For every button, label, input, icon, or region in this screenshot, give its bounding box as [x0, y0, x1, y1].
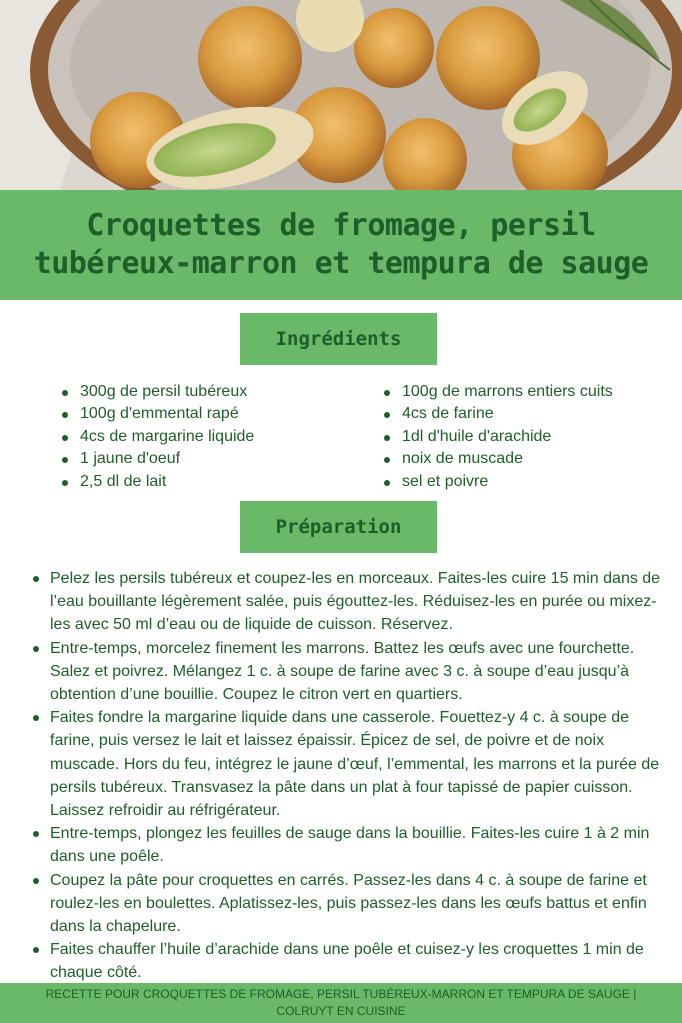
- list-item: 2,5 dl de lait: [61, 471, 254, 493]
- croquettes-photo-icon: [0, 0, 682, 190]
- preparation-steps: [32, 567, 662, 985]
- list-item: sel et poivre: [383, 471, 613, 493]
- list-item: 100g de marrons entiers cuits: [383, 381, 613, 403]
- list-item: 1 jaune d'oeuf: [61, 448, 254, 470]
- list-item: 4cs de farine: [383, 403, 613, 425]
- list-item: 100g d'emmental rapé: [61, 403, 254, 425]
- list-item: noix de muscade: [383, 448, 613, 470]
- ingredients-heading: Ingrédients: [240, 313, 437, 365]
- list-item: Pelez les persils tubéreux et coupez-les en morceaux. Faites-les cuire 15 min dans de l’eau bouillante légèrement salée, puis égouttez-les. Réduisez-les en purée ou mixez-les avec 50 ml d’eau ou de liquide de cuisson. Réservez.: [32, 567, 662, 637]
- hero-photo: [0, 0, 682, 190]
- ingredients-list-left: [61, 381, 254, 493]
- list-item: Faites fondre la margarine liquide dans une casserole. Fouettez-y 4 c. à soupe de farine, puis versez le lait et laissez épaissir. Épicez de sel, de poivre et de noix muscade. Hors du feu, intégrez le jaune d’œuf, l’emmental, les marrons et la purée de persils tubéreux. Transvasez la pâte dans un plat à four tapissé de papier cuisson. Laissez refroidir au réfrigérateur.: [32, 706, 662, 822]
- list-item: Coupez la pâte pour croquettes en carrés. Passez-les dans 4 c. à soupe de farine et roulez-les en boulettes. Aplatissez-les, puis passez-les dans les œufs battus et enfin dans la chapelure.: [32, 869, 662, 939]
- recipe-title-line-2: tubéreux-marron et tempura de sauge: [33, 246, 649, 281]
- list-item: 4cs de margarine liquide: [61, 426, 254, 448]
- preparation-heading: Préparation: [240, 501, 437, 553]
- recipe-title-line-1: Croquettes de fromage, persil: [86, 208, 596, 243]
- list-item: 300g de persil tubéreux: [61, 381, 254, 403]
- ingredients-list-right: [383, 381, 613, 493]
- list-item: Faites chauffer l’huile d’arachide dans une poêle et cuisez-y les croquettes 1 min de chaque côté.: [32, 938, 662, 984]
- list-item: Entre-temps, plongez les feuilles de sauge dans la bouillie. Faites-les cuire 1 à 2 min dans une poêle.: [32, 822, 662, 868]
- recipe-title-band: [0, 190, 682, 300]
- list-item: Entre-temps, morcelez finement les marrons. Battez les œufs avec une fourchette. Salez et poivrez. Mélangez 1 c. à soupe de farine avec 3 c. à soupe d’eau jusqu’à obtention d’une bouillie. Coupez le citron vert en quartiers.: [32, 637, 662, 707]
- footer-credit: RECETTE POUR CROQUETTES DE FROMAGE, PERSIL TUBÉREUX-MARRON ET TEMPURA DE SAUGE | COLRUYT EN CUISINE: [0, 983, 682, 1023]
- list-item: 1dl d'huile d'arachide: [383, 426, 613, 448]
